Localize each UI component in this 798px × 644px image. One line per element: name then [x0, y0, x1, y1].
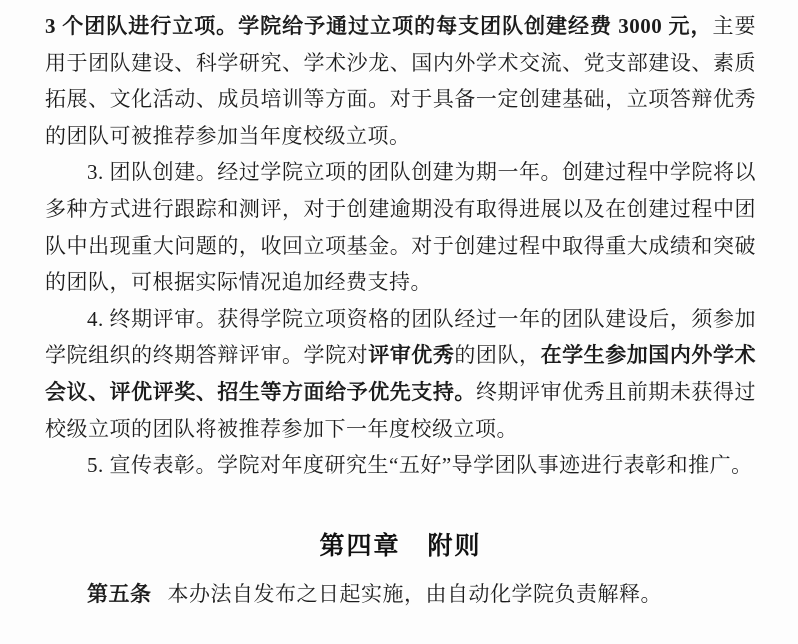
text-run: 终期评审优秀且前期未获得过校级立项的团队将被推荐参加下一年度校级立项。 [45, 379, 756, 441]
closing-article [45, 576, 756, 613]
text-run: 的团队， [454, 343, 541, 368]
text-run-bold: 3 个团队进行立项。学院给予通过立项的每支团队创建经费 3000 元， [45, 14, 713, 38]
article-number-label: 第五条 [87, 581, 152, 606]
paragraph-funding [45, 8, 756, 154]
text-run: 主要用于团队建设、科学研究、学术沙龙、国内外学术交流、党支部建设、素质拓展、文化活动、成员培训等方面。对于具备一定创建基础，立项答辩优秀的团队可被推荐参加当年度校级立项。 [45, 14, 757, 148]
text-run-bold: 在学生参加国内外学术会议、评优评奖、招生等方面给予优先支持。 [45, 343, 756, 404]
text-run-bold: 评审优秀 [368, 343, 455, 368]
text-run: 4. 终期评审。获得学院立项资格的团队经过一年的团队建设后，须参加学院组织的终期答辩评审。学院对 [45, 306, 756, 368]
text-run: 5. 宣传表彰。学院对年度研究生“五好”导学团队事迹进行表彰和推广。 [87, 453, 753, 478]
paragraph-team-creation [45, 154, 756, 300]
text-run: 3. 团队创建。经过学院立项的团队创建为期一年。创建过程中学院将以多种方式进行跟踪和测评，对于创建逾期没有取得进展以及在创建过程中团队中出现重大问题的，收回立项基金。对于创建过程中取得重大成绩和突破的团队，可根据实际情况追加经费支持。 [45, 160, 756, 295]
article-text: 本办法自发布之日起实施，由自动化学院负责解释。 [167, 581, 662, 606]
paragraph-publicity [45, 447, 756, 484]
paragraph-final-review [45, 301, 756, 447]
chapter-heading: 第四章 附则 [319, 531, 482, 560]
